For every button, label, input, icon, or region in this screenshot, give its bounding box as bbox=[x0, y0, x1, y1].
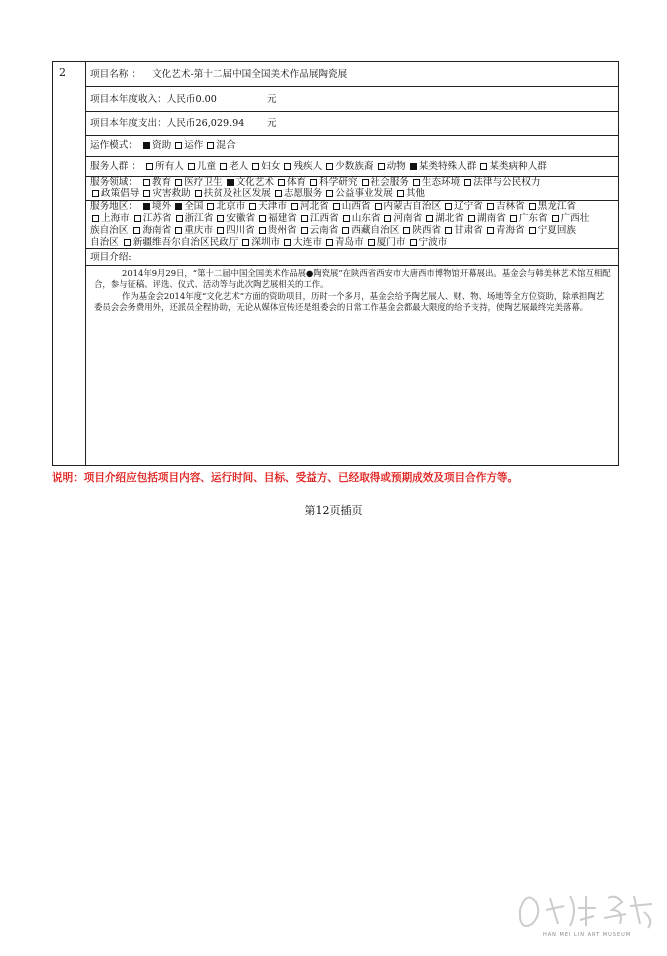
service-population-option bbox=[408, 161, 477, 172]
service-region-option bbox=[527, 225, 576, 236]
service-field-checkbox[interactable] bbox=[397, 190, 404, 197]
service-field-option-label: 文化艺术 bbox=[235, 177, 274, 188]
service-region-checkbox[interactable] bbox=[249, 203, 256, 210]
service-population-option-label: 妇女 bbox=[261, 161, 281, 172]
service-population-option bbox=[478, 161, 547, 172]
service-region-option-label: 安徽省 bbox=[226, 213, 256, 224]
service-region-option bbox=[443, 201, 483, 212]
service-region-option-label: 江西省 bbox=[309, 213, 339, 224]
service-region-option-label: 湖北省 bbox=[435, 213, 465, 224]
service-region-option bbox=[373, 201, 442, 212]
service-population-checkbox[interactable] bbox=[378, 163, 385, 170]
service-region-option-label: 厦门市 bbox=[376, 237, 406, 248]
service-population-option-label: 少数族裔 bbox=[335, 161, 374, 172]
service-region-checkbox[interactable] bbox=[284, 239, 291, 246]
service-region-option-label: 重庆市 bbox=[184, 225, 213, 236]
service-region-option-label: 全国 bbox=[184, 201, 204, 212]
service-region-option-label: 河北省 bbox=[299, 201, 329, 212]
service-field-option-label: 法律与公民权力 bbox=[473, 177, 541, 188]
service-field-option bbox=[462, 177, 540, 188]
intro-body-row bbox=[86, 266, 618, 465]
expense-row bbox=[86, 112, 618, 136]
operation-mode-option bbox=[141, 140, 171, 151]
service-region-option-label: 境外 bbox=[152, 201, 172, 212]
row-number-cell bbox=[53, 62, 86, 465]
service-field-checkbox[interactable] bbox=[362, 179, 369, 186]
instruction-note: 说明：项目介绍应包括项目内容、运行时间、目标、受益方、已经取得或预期成效及项目合作方等。 bbox=[52, 472, 519, 484]
service-region-option-label: 云南省 bbox=[309, 225, 339, 236]
service-population-option-label: 残疾人 bbox=[293, 161, 323, 172]
service-region-option bbox=[401, 225, 441, 236]
operation-mode-option bbox=[173, 140, 203, 151]
service-region-checkbox[interactable] bbox=[333, 203, 340, 210]
service-region-option bbox=[173, 225, 213, 236]
project-name-row bbox=[86, 62, 618, 87]
service-region-option-label: 陕西省 bbox=[412, 225, 442, 236]
service-population-row bbox=[86, 157, 618, 177]
region-line3-lead: 族自治区 bbox=[90, 225, 129, 236]
service-field-option-label: 公益事业发展 bbox=[335, 188, 393, 199]
service-field-option bbox=[193, 188, 271, 199]
intro-paragraph-2: 作为基金会2014年度“文化艺术”方面的资助项目，历时一个多月，基金会给予陶艺展人、财、物、场地等全方位资助，除承担陶艺委员会会务费用外，还派员全程协助，无论从媒体宣传还是组委会的日常工作基金会都最大限度的给予支持，使陶艺展最终完美落幕。 bbox=[94, 291, 605, 312]
page-label: 第12页插页 bbox=[304, 504, 363, 517]
service-region-option-label: 贵州省 bbox=[267, 225, 297, 236]
service-field-option-label: 社会服务 bbox=[370, 177, 409, 188]
service-population-option bbox=[282, 161, 322, 172]
service-region-option bbox=[122, 237, 239, 248]
service-field-option-label: 灾害救助 bbox=[152, 188, 191, 199]
service-field-label: 服务领域： bbox=[90, 177, 138, 188]
service-field-option bbox=[225, 177, 274, 188]
service-population-checkbox[interactable] bbox=[284, 163, 291, 170]
service-population-checkbox[interactable] bbox=[146, 163, 153, 170]
service-region-option bbox=[282, 237, 322, 248]
service-region-option-label: 海南省 bbox=[142, 225, 172, 236]
service-field-option bbox=[395, 188, 425, 199]
expense-unit: 元 bbox=[267, 118, 277, 129]
service-population-checkbox[interactable] bbox=[410, 163, 417, 170]
service-region-checkbox[interactable] bbox=[343, 215, 350, 222]
service-population-option bbox=[218, 161, 248, 172]
service-region-checkbox[interactable] bbox=[291, 203, 298, 210]
service-region-option-label: 广西壮 bbox=[560, 213, 590, 224]
service-field-option bbox=[273, 188, 322, 199]
service-region-option-label: 江苏省 bbox=[142, 213, 172, 224]
operation-mode-checkbox[interactable] bbox=[207, 142, 214, 149]
service-field-checkbox[interactable] bbox=[195, 190, 202, 197]
operation-mode-option-label: 运作 bbox=[184, 140, 204, 151]
service-field-option bbox=[324, 188, 393, 199]
service-population-label: 服务人群 ： bbox=[90, 161, 142, 172]
service-region-option-label: 西藏自治区 bbox=[351, 225, 400, 236]
service-region-option bbox=[215, 225, 255, 236]
service-region-option bbox=[550, 213, 590, 224]
project-name-label: 项目名称 ： bbox=[90, 69, 142, 80]
service-region-checkbox[interactable] bbox=[445, 203, 452, 210]
service-field-option bbox=[90, 188, 139, 199]
service-field-option bbox=[308, 177, 357, 188]
row-number: 2 bbox=[59, 66, 66, 79]
service-field-row bbox=[86, 177, 618, 201]
service-field-checkbox[interactable] bbox=[92, 190, 99, 197]
service-field-checkbox[interactable] bbox=[227, 179, 234, 186]
service-field-checkbox[interactable] bbox=[413, 179, 420, 186]
service-region-checkbox[interactable] bbox=[468, 215, 475, 222]
service-region-option-label: 山西省 bbox=[341, 201, 371, 212]
service-region-checkbox[interactable] bbox=[529, 203, 536, 210]
service-region-option-label: 湖南省 bbox=[477, 213, 506, 224]
service-region-option-label: 北京市 bbox=[216, 201, 246, 212]
operation-mode-option-label: 混合 bbox=[216, 140, 236, 151]
service-population-checkbox[interactable] bbox=[188, 163, 195, 170]
service-region-option bbox=[366, 237, 406, 248]
service-field-checkbox[interactable] bbox=[464, 179, 471, 186]
service-field-checkbox[interactable] bbox=[143, 190, 150, 197]
operation-mode-checkbox[interactable] bbox=[143, 142, 150, 149]
service-region-checkbox[interactable] bbox=[92, 215, 99, 222]
service-field-option-label: 扶贫及社区发展 bbox=[203, 188, 271, 199]
service-region-option-label: 内蒙古自治区 bbox=[383, 201, 442, 212]
service-field-option-label: 生态环境 bbox=[421, 177, 461, 188]
service-region-checkbox[interactable] bbox=[134, 215, 141, 222]
service-region-checkbox[interactable] bbox=[175, 227, 182, 234]
service-population-checkbox[interactable] bbox=[252, 163, 259, 170]
service-region-option-label: 黑龙江省 bbox=[537, 201, 577, 212]
service-region-checkbox[interactable] bbox=[403, 227, 410, 234]
service-field-option-label: 政策倡导 bbox=[101, 188, 140, 199]
service-field-checkbox[interactable] bbox=[175, 179, 182, 186]
service-region-option bbox=[257, 225, 297, 236]
service-region-option-label: 浙江省 bbox=[184, 213, 214, 224]
service-region-checkbox[interactable] bbox=[487, 227, 494, 234]
service-population-checkbox[interactable] bbox=[326, 163, 333, 170]
service-region-option bbox=[215, 213, 255, 224]
service-region-checkbox[interactable] bbox=[301, 215, 308, 222]
service-region-option bbox=[132, 213, 172, 224]
service-region-option-label: 广东省 bbox=[518, 213, 548, 224]
service-population-option bbox=[144, 161, 184, 172]
service-field-checkbox[interactable] bbox=[278, 179, 285, 186]
service-region-checkbox[interactable] bbox=[426, 215, 433, 222]
service-field-checkbox[interactable] bbox=[310, 179, 317, 186]
service-population-option-label: 动物 bbox=[386, 161, 406, 172]
service-region-option bbox=[240, 237, 280, 248]
service-region-checkbox[interactable] bbox=[375, 203, 382, 210]
service-region-option-label: 大连市 bbox=[293, 237, 322, 248]
expense-label: 项目本年度支出：人民币26,029.94 bbox=[90, 118, 245, 129]
service-region-option bbox=[508, 213, 548, 224]
service-region-option bbox=[382, 213, 422, 224]
income-label: 项目本年度收入：人民币0.00 bbox=[90, 94, 217, 105]
service-region-checkbox[interactable] bbox=[176, 215, 183, 222]
service-region-option bbox=[90, 213, 130, 224]
service-field-option bbox=[276, 177, 306, 188]
service-region-checkbox[interactable] bbox=[326, 239, 333, 246]
operation-mode-checkbox[interactable] bbox=[175, 142, 182, 149]
service-region-checkbox[interactable] bbox=[552, 215, 559, 222]
service-region-checkbox[interactable] bbox=[207, 203, 214, 210]
service-field-option bbox=[173, 177, 222, 188]
watermark-text: HAN MEI LIN ART MUSEUM bbox=[543, 932, 632, 938]
service-region-label: 服务地区： bbox=[90, 201, 138, 212]
service-region-option bbox=[485, 225, 525, 236]
service-region-option bbox=[299, 225, 339, 236]
service-population-option-label: 某类病种人群 bbox=[489, 161, 547, 172]
service-region-option bbox=[205, 201, 245, 212]
service-region-option bbox=[527, 201, 576, 212]
income-row bbox=[86, 87, 618, 112]
service-region-option bbox=[340, 225, 399, 236]
service-region-option-label: 青岛市 bbox=[334, 237, 364, 248]
service-region-option bbox=[408, 237, 448, 248]
service-population-checkbox[interactable] bbox=[220, 163, 227, 170]
service-field-option bbox=[141, 177, 171, 188]
service-field-option-label: 医疗卫生 bbox=[184, 177, 223, 188]
service-region-checkbox[interactable] bbox=[487, 203, 494, 210]
service-region-checkbox[interactable] bbox=[175, 203, 182, 210]
service-region-option-label: 宁夏回族 bbox=[537, 225, 577, 236]
service-field-checkbox[interactable] bbox=[326, 190, 333, 197]
service-region-option-label: 宁波市 bbox=[418, 237, 448, 248]
service-region-option bbox=[331, 201, 371, 212]
service-region-option bbox=[289, 201, 329, 212]
service-region-checkbox[interactable] bbox=[133, 227, 140, 234]
service-region-checkbox[interactable] bbox=[217, 215, 224, 222]
operation-mode-option bbox=[205, 140, 235, 151]
service-region-checkbox[interactable] bbox=[445, 227, 452, 234]
service-field-option-label: 体育 bbox=[286, 177, 307, 188]
service-region-option bbox=[173, 201, 203, 212]
service-region-option-label: 四川省 bbox=[226, 225, 255, 236]
service-region-option bbox=[257, 213, 297, 224]
service-population-option-label: 某类特殊人群 bbox=[418, 161, 477, 172]
income-unit: 元 bbox=[267, 94, 277, 105]
service-field-option-label: 其他 bbox=[405, 188, 426, 199]
operation-mode-label: 运作模式： bbox=[90, 140, 138, 151]
service-region-row bbox=[86, 201, 618, 249]
service-region-checkbox[interactable] bbox=[510, 215, 517, 222]
service-region-checkbox[interactable] bbox=[410, 239, 417, 246]
service-region-option-label: 甘肃省 bbox=[454, 225, 483, 236]
service-region-option bbox=[324, 237, 364, 248]
service-field-checkbox[interactable] bbox=[143, 179, 150, 186]
service-field-option bbox=[360, 177, 409, 188]
service-population-option-label: 儿童 bbox=[196, 161, 217, 172]
intro-label: 项目介绍: bbox=[90, 252, 132, 263]
service-region-option-label: 辽宁省 bbox=[454, 201, 483, 212]
service-region-option-label: 新疆维吾尔自治区民政厅 bbox=[132, 237, 239, 248]
service-region-checkbox[interactable] bbox=[217, 227, 224, 234]
service-region-option bbox=[141, 201, 171, 212]
service-region-checkbox[interactable] bbox=[259, 215, 266, 222]
intro-paragraph-1: 2014年9月29日，“第十二届中国全国美术作品展●陶瓷展”在陕西省西安市大唐西市博物馆开幕展出。基金会与韩美林艺术馆互相配合，参与征稿、评选、仪式、活动等与此次陶艺展相关的工作。 bbox=[94, 268, 611, 289]
service-population-option-label: 老人 bbox=[229, 161, 249, 172]
service-region-option-label: 青海省 bbox=[495, 225, 525, 236]
service-region-checkbox[interactable] bbox=[143, 203, 150, 210]
service-region-checkbox[interactable] bbox=[384, 215, 391, 222]
service-region-checkbox[interactable] bbox=[529, 227, 536, 234]
operation-mode-row bbox=[86, 136, 618, 157]
region-line4-lead: 自治区 bbox=[90, 237, 119, 248]
service-region-option-label: 福建省 bbox=[268, 213, 297, 224]
intro-label-row bbox=[86, 249, 618, 266]
service-region-option bbox=[443, 225, 483, 236]
service-region-option bbox=[174, 213, 214, 224]
service-field-option bbox=[141, 188, 190, 199]
service-region-checkbox[interactable] bbox=[301, 227, 308, 234]
service-region-checkbox[interactable] bbox=[242, 239, 249, 246]
service-region-option bbox=[299, 213, 339, 224]
service-field-option bbox=[411, 177, 460, 188]
service-field-option-label: 教育 bbox=[152, 177, 172, 188]
service-field-option-label: 志愿服务 bbox=[283, 188, 323, 199]
service-region-option-label: 山东省 bbox=[351, 213, 381, 224]
service-population-checkbox[interactable] bbox=[480, 163, 487, 170]
service-region-checkbox[interactable] bbox=[259, 227, 266, 234]
service-region-option bbox=[485, 201, 525, 212]
service-population-option bbox=[324, 161, 373, 172]
service-region-option-label: 天津市 bbox=[258, 201, 287, 212]
service-region-option bbox=[131, 225, 171, 236]
service-region-checkbox[interactable] bbox=[342, 227, 349, 234]
service-population-option bbox=[250, 161, 280, 172]
operation-mode-option-label: 资助 bbox=[152, 140, 172, 151]
service-field-option-label: 科学研究 bbox=[319, 177, 358, 188]
service-population-option bbox=[186, 161, 216, 172]
service-region-option-label: 吉林省 bbox=[495, 201, 525, 212]
service-population-option-label: 所有人 bbox=[155, 161, 184, 172]
service-population-option bbox=[376, 161, 406, 172]
service-region-option-label: 上海市 bbox=[101, 213, 130, 224]
service-region-checkbox[interactable] bbox=[368, 239, 375, 246]
service-region-option bbox=[247, 201, 287, 212]
service-region-option bbox=[466, 213, 506, 224]
service-region-option-label: 深圳市 bbox=[251, 237, 281, 248]
service-region-option-label: 河南省 bbox=[393, 213, 423, 224]
service-region-checkbox[interactable] bbox=[124, 239, 131, 246]
project-form-table bbox=[52, 61, 619, 466]
service-region-option bbox=[341, 213, 381, 224]
service-region-option bbox=[424, 213, 464, 224]
project-name-value: 文化艺术-第十二届中国全国美术作品展陶瓷展 bbox=[152, 69, 348, 80]
service-field-checkbox[interactable] bbox=[275, 190, 282, 197]
